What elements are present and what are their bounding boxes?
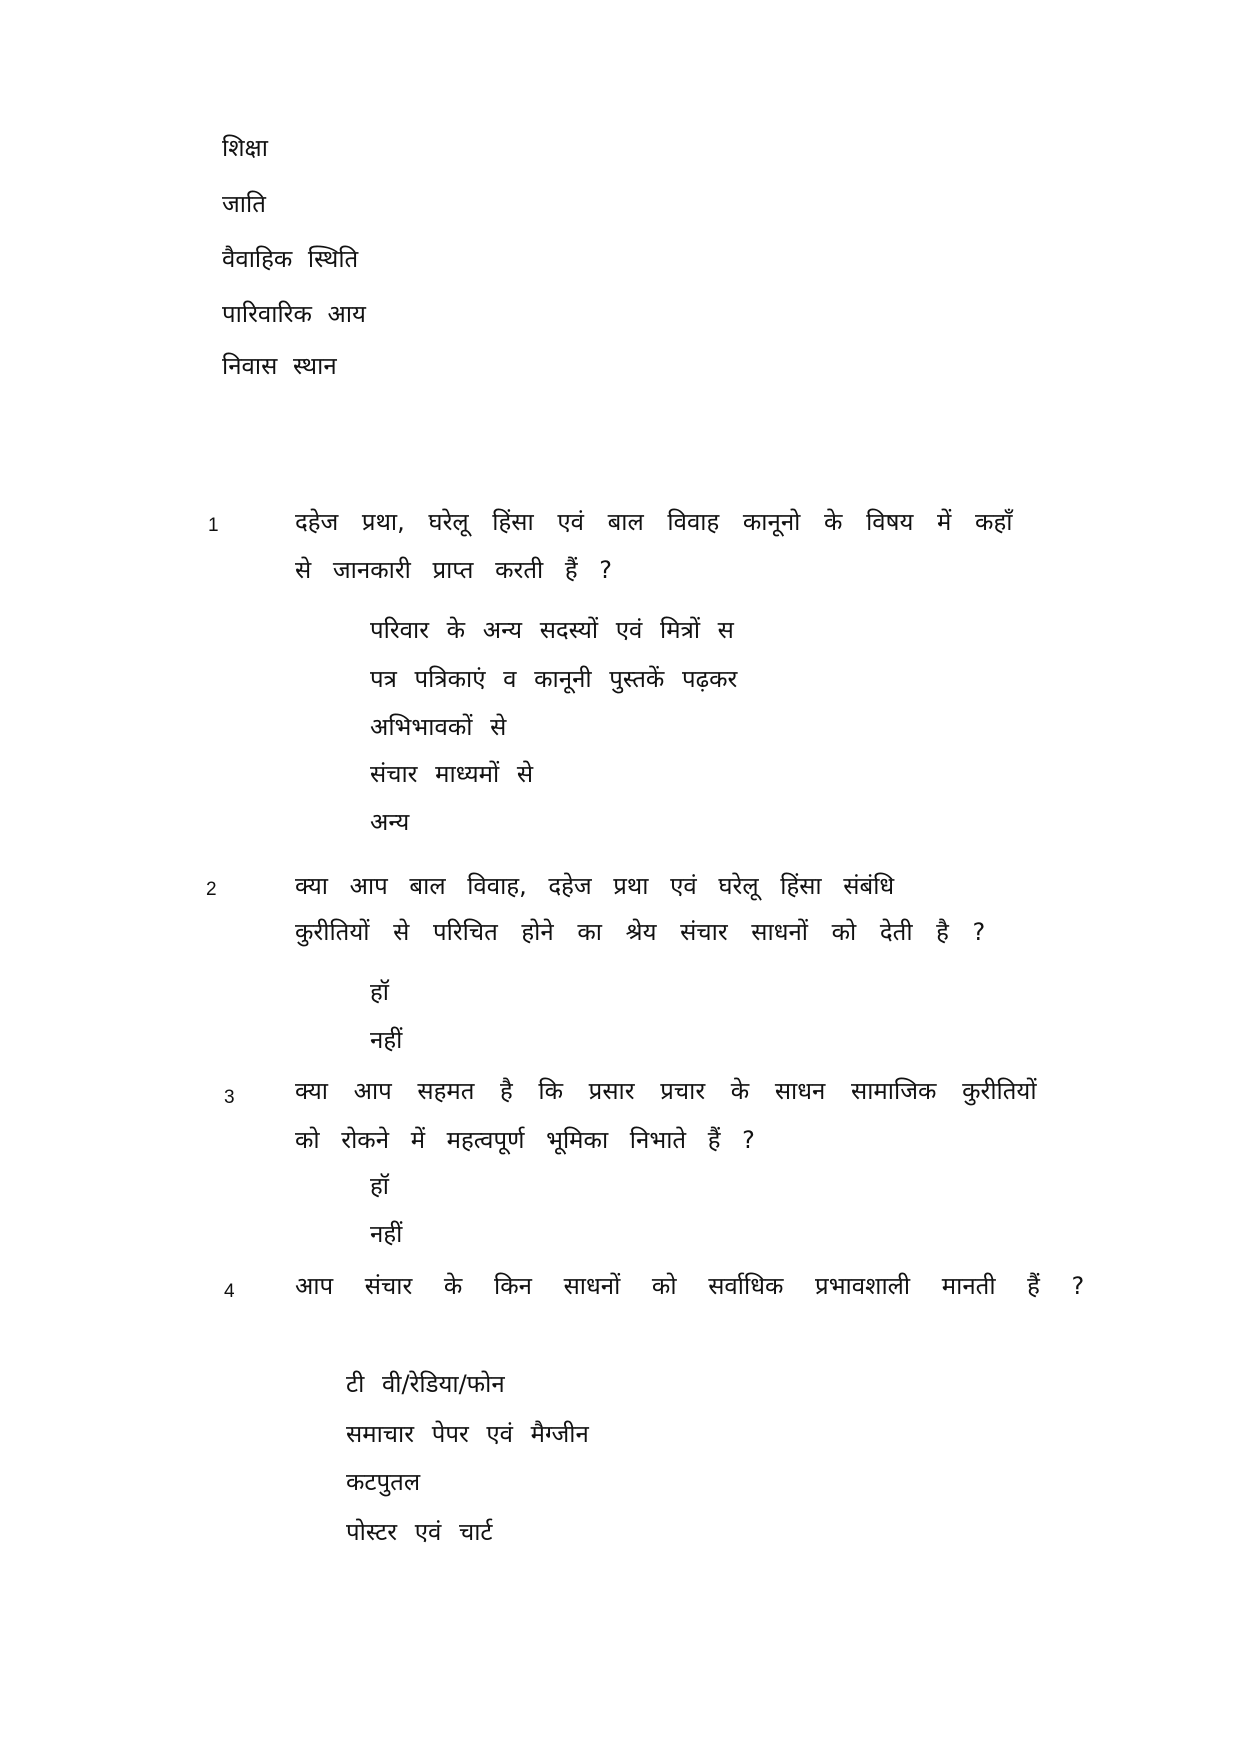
question-number: 3: [224, 1087, 235, 1108]
demographic-marital-status: वैवाहिक स्थिति: [222, 245, 359, 273]
answer-option: अन्य: [370, 808, 410, 836]
demographic-education: शिक्षा: [222, 134, 268, 162]
question-number: 1: [208, 515, 219, 536]
question-text-line: आप संचार के किन साधनों को सर्वाधिक प्रभावशाली मानती हैं ?: [295, 1272, 1085, 1300]
question-text-line: को रोकने में महत्वपूर्ण भूमिका निभाते हैं ?: [295, 1126, 755, 1154]
demographic-residence: निवास स्थान: [222, 352, 337, 380]
question-text-line: क्या आप सहमत है कि प्रसार प्रचार के साधन सामाजिक कुरीतियों: [295, 1077, 1037, 1105]
demographic-family-income: पारिवारिक आय: [222, 300, 366, 328]
answer-option-no: नहीं: [370, 1026, 403, 1054]
answer-option: पत्र पत्रिकाएं व कानूनी पुस्तकें पढ़कर: [370, 665, 738, 693]
question-text-line: कुरीतियों से परिचित होने का श्रेय संचार साधनों को देती है ?: [295, 918, 986, 946]
question-text-line: से जानकारी प्राप्त करती हैं ?: [295, 556, 612, 584]
answer-option: परिवार के अन्य सदस्यों एवं मित्रों स: [370, 616, 734, 644]
answer-option-yes: हॉ: [370, 1172, 389, 1200]
demographic-caste: जाति: [222, 190, 266, 218]
answer-option: टी वी/रेडिया/फोन: [346, 1370, 505, 1398]
answer-option: समाचार पेपर एवं मैग्जीन: [346, 1420, 589, 1448]
answer-option: पोस्टर एवं चार्ट: [346, 1518, 493, 1546]
answer-option-yes: हॉ: [370, 978, 389, 1006]
answer-option: संचार माध्यमों से: [370, 760, 534, 788]
question-text-line: दहेज प्रथा, घरेलू हिंसा एवं बाल विवाह कानूनो के विषय में कहाँ: [295, 508, 1013, 536]
question-number: 4: [224, 1281, 235, 1302]
answer-option-no: नहीं: [370, 1220, 403, 1248]
question-text-line: क्या आप बाल विवाह, दहेज प्रथा एवं घरेलू हिंसा संबंधि: [295, 872, 895, 900]
answer-option: कटपुतल: [346, 1468, 421, 1496]
answer-option: अभिभावकों से: [370, 713, 507, 741]
question-number: 2: [206, 879, 217, 900]
